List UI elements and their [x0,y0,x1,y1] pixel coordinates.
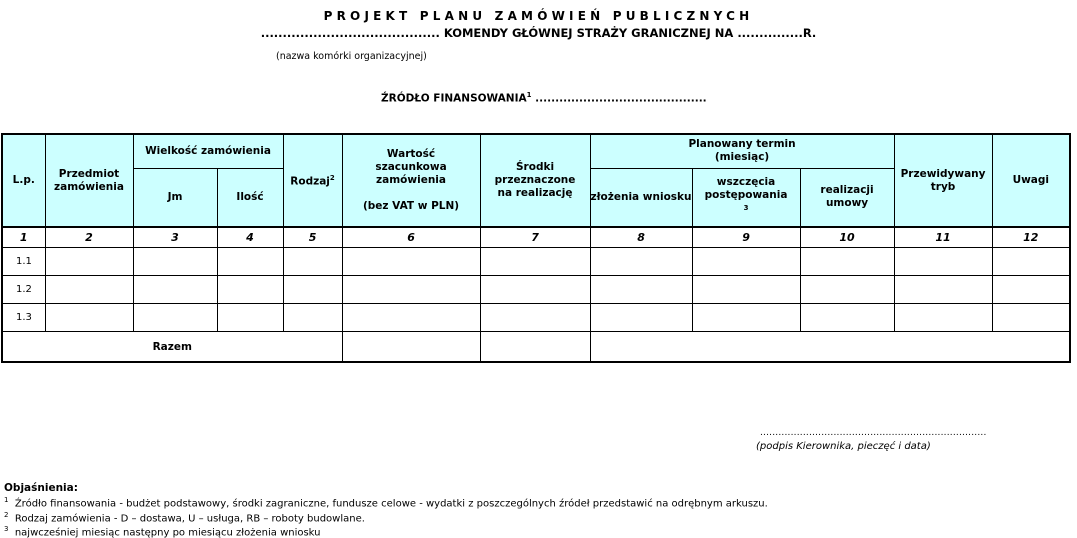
table-cell [133,276,217,304]
column-number: 8 [590,227,692,248]
column-number: 1 [2,227,45,248]
footnote-1 [4,496,768,509]
row-number: 1.1 [2,248,45,276]
table-cell [342,248,480,276]
funding-source-dots: ........................................... [531,92,707,105]
header-type-label: Rodzaj [290,175,330,188]
column-numbers-row [2,227,1070,248]
table-cell [480,248,590,276]
explanations-heading: Objaśnienia: [4,482,78,494]
document-subtitle: ......................................... KOMENDY GŁÓWNEJ STRAŻY GRANICZNEJ NA ...............R. [260,26,817,40]
table-cell [692,276,800,304]
table-cell [800,276,894,304]
footnote-3 [4,525,321,538]
table-cell [692,248,800,276]
table-cell [283,276,342,304]
column-number: 5 [283,227,342,248]
row-number: 1.3 [2,304,45,332]
column-number: 3 [133,227,217,248]
header-subject: Przedmiot zamówienia [45,134,133,227]
table-cell [894,248,992,276]
procurement-plan-table [1,133,1071,363]
footnote-text: najwcześniej miesiąc następny po miesiącu złożenia wniosku [14,527,321,538]
table-cell [133,304,217,332]
table-row [2,276,1070,304]
column-number: 11 [894,227,992,248]
total-row [2,332,1070,363]
table-cell [800,248,894,276]
unit-name-note: (nazwa komórki organizacyjnej) [276,51,427,62]
table-cell [992,276,1070,304]
table-cell [283,248,342,276]
table-cell [342,276,480,304]
total-label: Razem [2,332,342,363]
header-value-label: Wartość szacunkowa zamówienia [375,148,447,186]
table-cell [992,304,1070,332]
header-value [342,134,480,227]
footnote-text: Rodzaj zamówienia - D – dostawa, U – usługa, RB – roboty budowlane. [14,513,365,525]
header-term-unit: (miesiąc) [714,151,770,164]
header-term-start-label: wszczęcia postępowania [704,176,788,201]
table-cell [992,248,1070,276]
table-cell [800,304,894,332]
table-cell [590,304,692,332]
header-qty: Ilość [217,168,283,227]
table-cell [480,304,590,332]
table-row [2,248,1070,276]
column-number: 10 [800,227,894,248]
header-term-submit: złożenia wniosku [590,168,692,227]
table-cell [342,304,480,332]
column-number: 4 [217,227,283,248]
header-size-group: Wielkość zamówienia [133,134,283,168]
table-cell [894,276,992,304]
table-row [2,304,1070,332]
footnote-number: 1 [4,496,9,504]
column-number: 7 [480,227,590,248]
table-cell [894,304,992,332]
table-cell [283,304,342,332]
footnote-text: Źródło finansowania - budżet podstawowy, środki zagraniczne, fundusze celowe - wydatki z poszczególnych źródeł przedstawić na odrębnym arkuszu. [14,498,768,510]
column-number: 9 [692,227,800,248]
column-number: 2 [45,227,133,248]
table-cell [217,248,283,276]
funding-source-label: ŹRÓDŁO FINANSOWANIA [381,92,527,105]
footnote-2 [4,511,365,524]
funding-footnote-ref: 1 [526,91,532,99]
header-term-contract: realizacji umowy [800,168,894,227]
header-term-label: Planowany termin [688,138,796,151]
table-cell [590,248,692,276]
table-cell [590,276,692,304]
header-mode: Przewidywany tryb [894,134,992,227]
column-number: 12 [992,227,1070,248]
header-term-start [692,168,800,227]
footnote-number: 2 [4,511,9,519]
header-type-footnote-ref: 2 [329,174,335,183]
funding-source-line [381,91,707,105]
header-term-group [590,134,894,168]
total-remaining-cell [590,332,1070,363]
table-cell [133,248,217,276]
table-cell [480,276,590,304]
header-funds: Środki przeznaczone na realizację [480,134,590,227]
total-funds-cell [480,332,590,363]
header-notes: Uwagi [992,134,1070,227]
table-cell [45,304,133,332]
header-term-start-footnote-ref: 3 [743,204,749,212]
header-type [283,134,342,227]
signature-line: .......................................................................... [760,428,987,438]
header-jm: Jm [133,168,217,227]
table-cell [217,276,283,304]
header-lp: L.p. [2,134,45,227]
row-number: 1.2 [2,276,45,304]
column-number: 6 [342,227,480,248]
footnote-number: 3 [4,525,9,533]
table-cell [692,304,800,332]
signature-caption: (podpis Kierownika, pieczęć i data) [756,441,931,452]
table-cell [45,248,133,276]
header-value-unit: (bez VAT w PLN) [362,200,460,212]
table-cell [217,304,283,332]
document-title: PROJEKT PLANU ZAMÓWIEŃ PUBLICZNYCH [323,9,754,23]
table-cell [45,276,133,304]
total-value-cell [342,332,480,363]
